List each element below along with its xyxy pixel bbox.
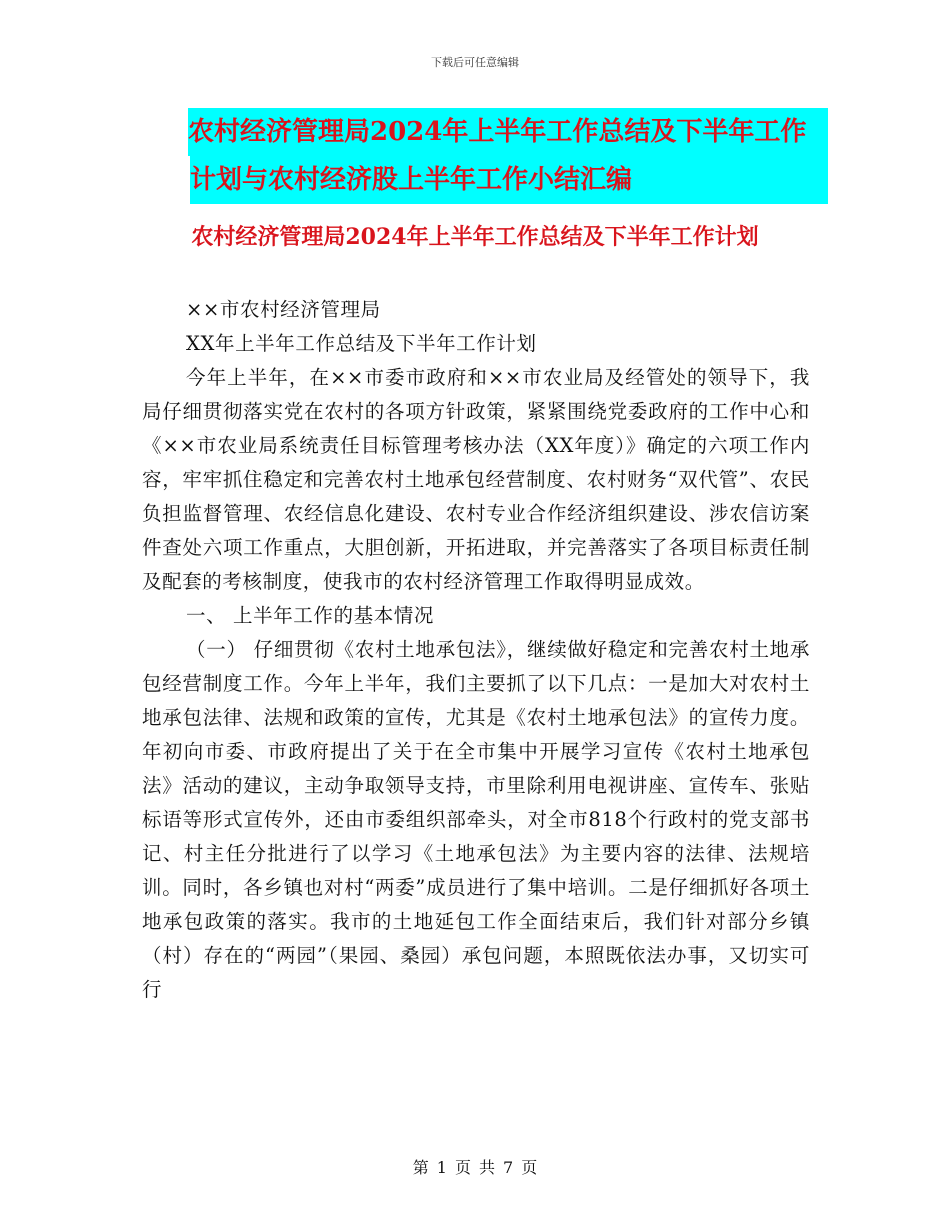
footer-suffix: 页 (521, 1158, 538, 1177)
paragraph-land-contract: （一） 仔细贯彻《农村土地承包法》，继续做好稳定和完善农村土地承包经营制度工作。今年上半年，我们主要抓了以下几点：一是加大对农村土地承包法律、法规和政策的宣传，尤其是《农村土地承包法》的宣传力度。年初向市委、市政府提出了关于在全市集中开展学习宣传《农村土地承包法》活动的建议，主动争取领导支持，市里除利用电视讲座、宣传车、张贴标语等形式宣传外，还由市委组织部牵头，对全市818个行政村的党支部书记、村主任分批进行了以学习《土地承包法》为主要内容的法律、法规培训。同时，各乡镇也对村“两委”成员进行了集中培训。二是仔细抓好各项土地承包政策的落实。我市的土地延包工作全面结束后，我们针对部分乡镇（村）存在的“两园”（果园、桑园）承包问题，本照既依法办事，又切实可行 (142, 638, 810, 1001)
footer-total-pages: 7 (503, 1158, 514, 1177)
document-title-line-1 (188, 108, 828, 156)
document-body (142, 293, 810, 1007)
document-title-line-1-text: 农村经济管理局2024年上半年工作总结及下半年工作 (188, 117, 807, 147)
footer-page-word: 页 (454, 1158, 471, 1177)
footer-total-word: 共 (479, 1158, 496, 1177)
section-title: 农村经济管理局2024年上半年工作总结及下半年工作计划 (191, 224, 759, 250)
paragraph-intro: 今年上半年，在××市委市政府和××市农业局及经管处的领导下，我局仔细贯彻落实党在农村的各项方针政策，紧紧围绕党委政府的工作中心和《××市农业局系统责任目标管理考核办法（XX年度）》确定的六项工作内容，牢牢抓住稳定和完善农村土地承包经营制度、农村财务“双代管”、农民负担监督管理、农经信息化建设、农村专业合作经济组织建设、涉农信访案件查处六项工作重点，大胆创新，开拓进取，并完善落实了各项目标责任制及配套的考核制度，使我市的农村经济管理工作取得明显成效。 (142, 366, 810, 593)
paragraph-report-title: XX年上半年工作总结及下半年工作计划 (186, 332, 537, 355)
footer-prefix: 第 (412, 1158, 429, 1177)
document-title-line-2-text: 计划与农村经济股上半年工作小结汇编 (190, 165, 633, 195)
heading-basic-situation: 一、 上半年工作的基本情况 (186, 604, 434, 627)
footer-current-page: 1 (436, 1158, 447, 1177)
document-title (188, 108, 828, 204)
document-title-line-2 (190, 156, 828, 204)
page-footer (0, 1155, 950, 1178)
paragraph-org-name: ××市农村经济管理局 (186, 298, 381, 321)
header-note: 下载后可任意编辑 (431, 56, 519, 69)
